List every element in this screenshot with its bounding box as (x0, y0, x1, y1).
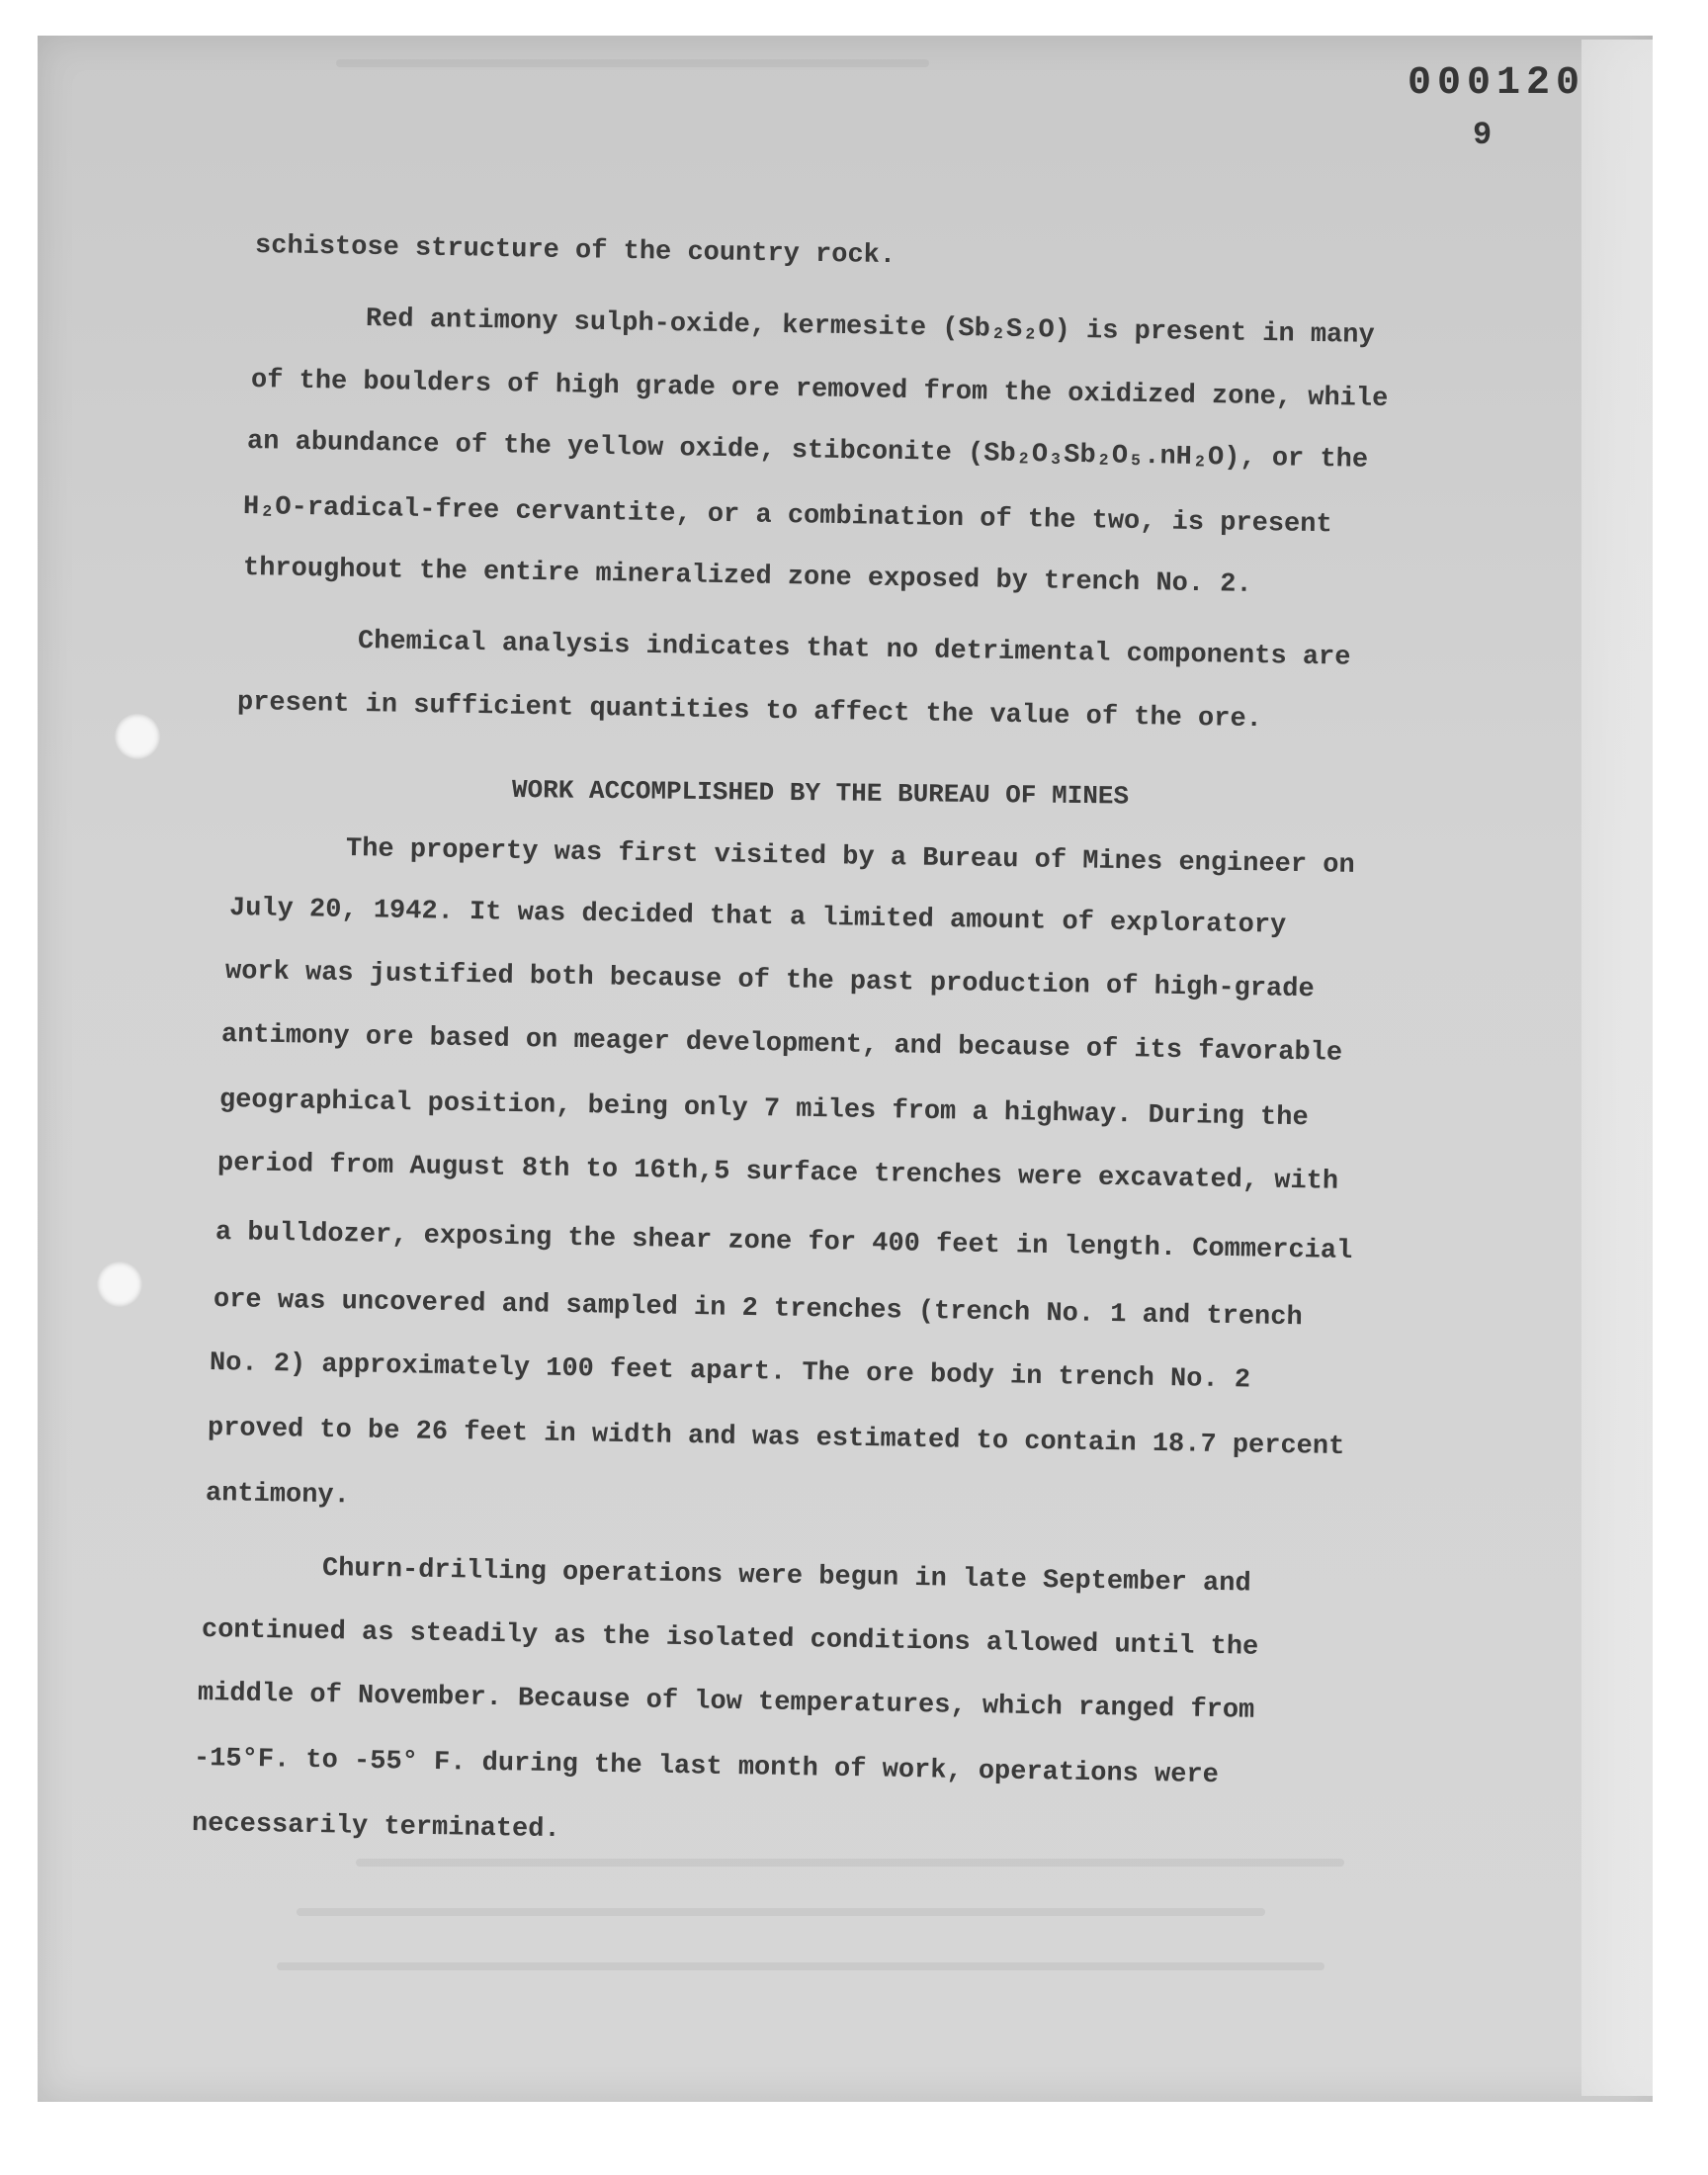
text-line: Chemical analysis indicates that no detrimental components are (357, 627, 1351, 673)
text-line: an abundance of the yellow oxide, stibconite (Sb₂O₃Sb₂O₅.nH₂O), or the (246, 427, 1369, 476)
text-line: July 20, 1942. It was decided that a limited amount of exploratory (228, 894, 1287, 941)
text-line: antimony. (205, 1479, 351, 1512)
text-line: of the boulders of high grade ore removed from the oxidized zone, while (250, 366, 1389, 415)
text-line: middle of November. Because of low temperatures, which ranged from (197, 1679, 1255, 1726)
text-line: Red antimony sulph-oxide, kermesite (Sb₂S₂O) is present in many (365, 304, 1375, 351)
text-line: geographical position, being only 7 miles from a highway. During the (218, 1086, 1309, 1134)
bleed-through-mark (277, 1962, 1324, 1970)
text-line: period from August 8th to 16th,5 surface trenches were excavated, with (216, 1149, 1339, 1197)
text-line: -15°F. to -55° F. during the last month of work, operations were (193, 1744, 1220, 1791)
text-line: necessarily terminated. (191, 1809, 560, 1846)
sheet-edge-shadow (1581, 40, 1653, 2096)
text-line: present in sufficient quantities to affect the value of the ore. (236, 688, 1263, 736)
text-line: a bulldozer, exposing the shear zone for 400 feet in length. Commercial (214, 1218, 1353, 1267)
bleed-through-mark (336, 59, 929, 67)
text-line: schistose structure of the country rock. (254, 231, 897, 272)
document-stamp-number: 000120 (1408, 61, 1586, 106)
text-line: throughout the entire mineralized zone exposed by trench No. 2. (242, 554, 1252, 600)
text-line: ore was uncovered and sampled in 2 trenches (trench No. 1 and trench (213, 1285, 1303, 1334)
text-line: Churn-drilling operations were begun in late September and (321, 1554, 1251, 1600)
text-line: continued as steadily as the isolated conditions allowed until the (201, 1615, 1259, 1663)
binder-hole (97, 1262, 142, 1307)
text-line: antimony ore based on meager development, and because of its favorable (220, 1020, 1343, 1069)
text-line: proved to be 26 feet in width and was estimated to contain 18.7 percent (207, 1414, 1345, 1463)
text-line: The property was first visited by a Bureau of Mines engineer on (345, 834, 1355, 881)
text-line: No. 2) approximately 100 feet apart. The ore body in trench No. 2 (209, 1348, 1251, 1396)
page-number: 9 (1473, 117, 1493, 153)
paper-sheet (38, 36, 1653, 2102)
bleed-through-mark (356, 1859, 1344, 1867)
text-line: work was justified both because of the past production of high-grade (224, 957, 1315, 1005)
section-heading: WORK ACCOMPLISHED BY THE BUREAU OF MINES (511, 775, 1130, 812)
text-line: H₂O-radical-free cervantite, or a combination of the two, is present (242, 492, 1332, 541)
binder-hole (115, 714, 160, 759)
bleed-through-mark (297, 1908, 1265, 1916)
